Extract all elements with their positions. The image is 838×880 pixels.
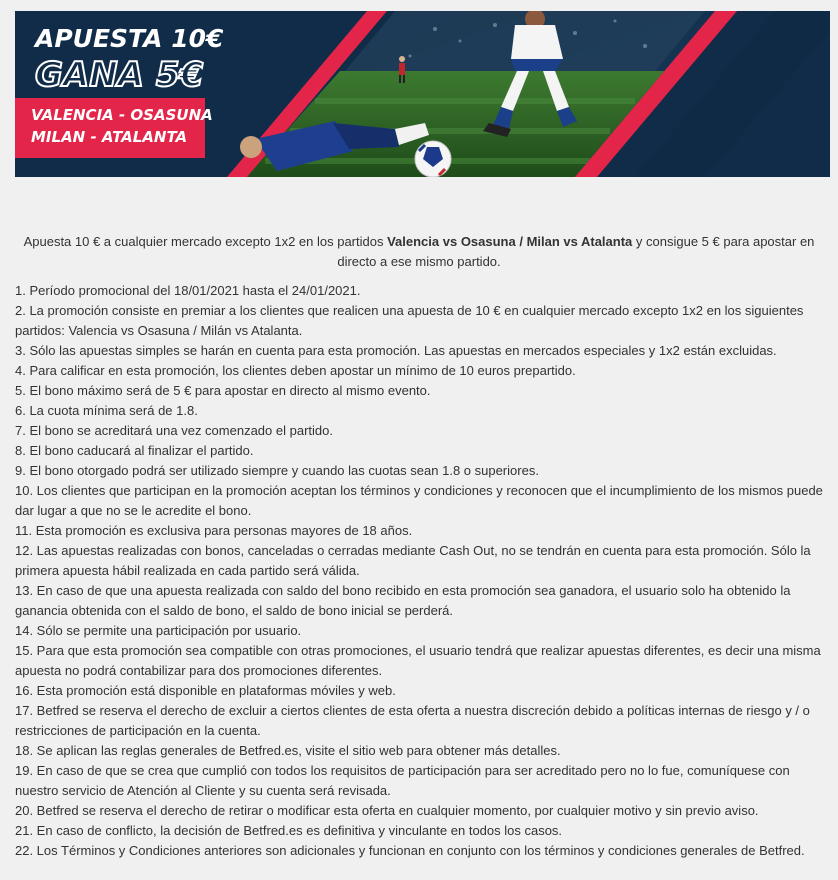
term-item: 19. En caso de que se crea que cumplió con todos los requisitos de participación para ser acreditado pero no lo fue, comuníquese con nuestro servicio de Atención al Cliente y su cuenta será revisada. [15, 763, 790, 798]
banner-match-2: MILAN - ATALANTA [31, 128, 188, 146]
term-item: 21. En caso de conflicto, la decisión de Betfred.es es definitiva y vinculante en todos los casos. [15, 823, 563, 838]
term-item: 5. El bono máximo será de 5 € para apostar en directo al mismo evento. [15, 383, 431, 398]
term-item: 22. Los Términos y Condiciones anteriores son adicionales y funcionan en conjunto con los términos y condiciones generales de Betfred. [15, 843, 805, 858]
term-item: 6. La cuota mínima será de 1.8. [15, 403, 198, 418]
intro-matches: Valencia vs Osasuna / Milan vs Atalanta [387, 234, 633, 249]
term-item: 10. Los clientes que participan en la promoción aceptan los términos y condiciones y reconocen que el incumplimiento de los mismos puede dar lugar a que no se le acredite el bono. [15, 483, 823, 518]
term-item: 11. Esta promoción es exclusiva para personas mayores de 18 años. [15, 523, 413, 538]
term-item: 13. En caso de que una apuesta realizada con saldo del bono recibido en esta promoción sea ganadora, el usuario solo ha obtenido la ganancia obtenida con el saldo de bono, el saldo de bono inicial se perderá. [15, 583, 791, 618]
banner-match-1: VALENCIA - OSASUNA [31, 106, 213, 124]
term-item: 2. La promoción consiste en premiar a los clientes que realicen una apuesta de 10 € en cualquier mercado excepto 1x2 en los siguientes partidos: Valencia vs Osasuna / Milán vs Atalanta. [15, 303, 804, 338]
term-item: 7. El bono se acreditará una vez comenzado el partido. [15, 423, 333, 438]
promo-content [0, 195, 838, 861]
terms-list [0, 281, 838, 861]
term-item: 3. Sólo las apuestas simples se harán en cuenta para esta promoción. Las apuestas en mercados especiales y 1x2 están excluidas. [15, 343, 777, 358]
term-item: 12. Las apuestas realizadas con bonos, canceladas o cerradas mediante Cash Out, no se tendrán en cuenta para esta promoción. Sólo la primera apuesta hábil realizada en cada partido será válida. [15, 543, 811, 578]
term-item: 17. Betfred se reserva el derecho de excluir a ciertos clientes de esta oferta a nuestra discreción debido a políticas internas de riesgo y / o restricciones de participación en la cuenta. [15, 703, 810, 738]
term-item: 8. El bono caducará al finalizar el partido. [15, 443, 254, 458]
term-item: 16. Esta promoción está disponible en plataformas móviles y web. [15, 683, 396, 698]
term-item: 4. Para calificar en esta promoción, los clientes deben apostar un mínimo de 10 euros prepartido. [15, 363, 576, 378]
banner-headline-bet: APUESTA 10€ [35, 24, 224, 53]
intro-text-after: y consigue 5 € para apostar en directo a ese mismo partido. [337, 234, 815, 269]
term-item: 20. Betfred se reserva el derecho de retirar o modificar esta oferta en cualquier momento, por cualquier motivo y sin previo aviso. [15, 803, 759, 818]
intro-text-before: Apuesta 10 € a cualquier mercado excepto 1x2 en los partidos [23, 234, 388, 249]
promo-banner [15, 11, 830, 177]
term-item: 15. Para que esta promoción sea compatible con otras promociones, el usuario tendrá que realizar apuestas diferentes, es decir una misma apuesta no podrá contabilizar para dos promociones diferentes. [15, 643, 821, 678]
term-item: 18. Se aplican las reglas generales de Betfred.es, visite el sitio web para obtener más detalles. [15, 743, 561, 758]
promo-intro [6, 232, 832, 272]
banner-headline-win: GANA 5€ [35, 55, 204, 95]
term-item: 9. El bono otorgado podrá ser utilizado siempre y cuando las cuotas sean 1.8 o superiores. [15, 463, 539, 478]
term-item: 1. Período promocional del 18/01/2021 hasta el 24/01/2021. [15, 283, 361, 298]
banner-matches-box [15, 98, 213, 158]
term-item: 14. Sólo se permite una participación por usuario. [15, 623, 302, 638]
